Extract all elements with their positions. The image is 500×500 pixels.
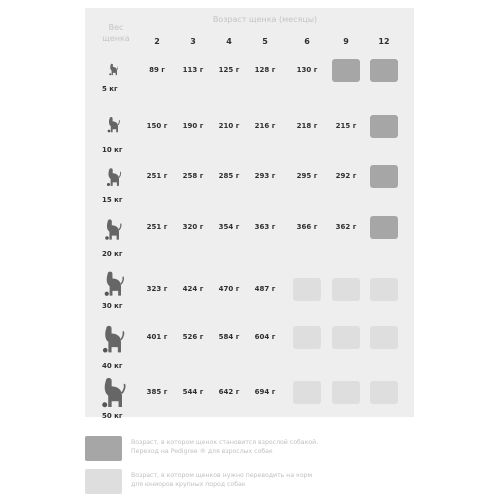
- portion-cell: 125 г: [218, 66, 240, 74]
- portion-cell: 210 г: [218, 122, 240, 130]
- puppy-icon: [102, 270, 125, 303]
- legend-text-line2: для юниоров крупных пород собак: [131, 481, 246, 488]
- portion-cell: 113 г: [182, 66, 204, 74]
- portion-cell: 385 г: [146, 388, 168, 396]
- weight-label: 30 кг: [102, 302, 123, 310]
- puppy-icon: [99, 376, 127, 415]
- puppy-icon: [106, 116, 120, 138]
- portion-cell: 89 г: [149, 66, 165, 74]
- portion-cell: 401 г: [146, 333, 168, 341]
- month-header-9: 9: [343, 37, 349, 46]
- portion-cell: 320 г: [182, 223, 204, 231]
- portion-cell: 215 г: [335, 122, 357, 130]
- portion-cell: 258 г: [182, 172, 204, 180]
- junior-age-marker: [332, 278, 360, 301]
- legend-text-line2: Переход на Pedigree ® для взрослых собак: [131, 448, 273, 455]
- portion-cell: 694 г: [254, 388, 276, 396]
- portion-cell: 323 г: [146, 285, 168, 293]
- adult-age-marker: [332, 59, 360, 82]
- month-header-3: 3: [190, 37, 196, 46]
- weight-label: 15 кг: [102, 196, 123, 204]
- adult-age-marker: [370, 216, 398, 239]
- legend-swatch: [85, 469, 122, 494]
- portion-cell: 362 г: [335, 223, 357, 231]
- portion-cell: 526 г: [182, 333, 204, 341]
- puppy-icon: [100, 324, 125, 360]
- age-header: Возраст щенка (месяцы): [212, 15, 318, 24]
- portion-cell: 584 г: [218, 333, 240, 341]
- junior-age-marker: [370, 381, 398, 404]
- weight-label: 20 кг: [102, 250, 123, 258]
- month-header-5: 5: [262, 37, 268, 46]
- portion-cell: 295 г: [296, 172, 318, 180]
- adult-age-marker: [370, 115, 398, 138]
- weight-header-line2: щенка: [102, 34, 130, 43]
- portion-cell: 251 г: [146, 172, 168, 180]
- portion-cell: 354 г: [218, 223, 240, 231]
- adult-age-marker: [370, 59, 398, 82]
- portion-cell: 366 г: [296, 223, 318, 231]
- puppy-icon: [105, 167, 122, 192]
- month-header-2: 2: [154, 37, 160, 46]
- portion-cell: 642 г: [218, 388, 240, 396]
- weight-header-line1: Вес: [108, 23, 124, 32]
- portion-cell: 218 г: [296, 122, 318, 130]
- puppy-icon: [108, 61, 119, 80]
- portion-cell: 251 г: [146, 223, 168, 231]
- junior-age-marker: [332, 326, 360, 349]
- month-header-4: 4: [226, 37, 232, 46]
- portion-cell: 293 г: [254, 172, 276, 180]
- junior-age-marker: [370, 278, 398, 301]
- portion-cell: 424 г: [182, 285, 204, 293]
- portion-cell: 190 г: [182, 122, 204, 130]
- legend-text-line1: Возраст, в котором щенков нужно переводить на корм: [131, 472, 313, 479]
- month-header-6: 6: [304, 37, 310, 46]
- legend-text-line1: Возраст, в котором щенок становится взрослой собакой.: [131, 439, 319, 446]
- portion-cell: 128 г: [254, 66, 276, 74]
- weight-label: 5 кг: [102, 85, 118, 93]
- portion-cell: 604 г: [254, 333, 276, 341]
- portion-cell: 216 г: [254, 122, 276, 130]
- portion-cell: 150 г: [146, 122, 168, 130]
- junior-age-marker: [293, 278, 321, 301]
- junior-age-marker: [332, 381, 360, 404]
- portion-cell: 487 г: [254, 285, 276, 293]
- junior-age-marker: [293, 381, 321, 404]
- weight-label: 40 кг: [102, 362, 123, 370]
- legend-swatch: [85, 436, 122, 461]
- junior-age-marker: [293, 326, 321, 349]
- portion-cell: 363 г: [254, 223, 276, 231]
- month-header-12: 12: [378, 37, 390, 46]
- portion-cell: 544 г: [182, 388, 204, 396]
- weight-label: 10 кг: [102, 146, 123, 154]
- portion-cell: 285 г: [218, 172, 240, 180]
- portion-cell: 292 г: [335, 172, 357, 180]
- portion-cell: 130 г: [296, 66, 318, 74]
- portion-cell: 470 г: [218, 285, 240, 293]
- junior-age-marker: [370, 326, 398, 349]
- adult-age-marker: [370, 165, 398, 188]
- puppy-icon: [103, 218, 122, 246]
- weight-label: 50 кг: [102, 412, 123, 420]
